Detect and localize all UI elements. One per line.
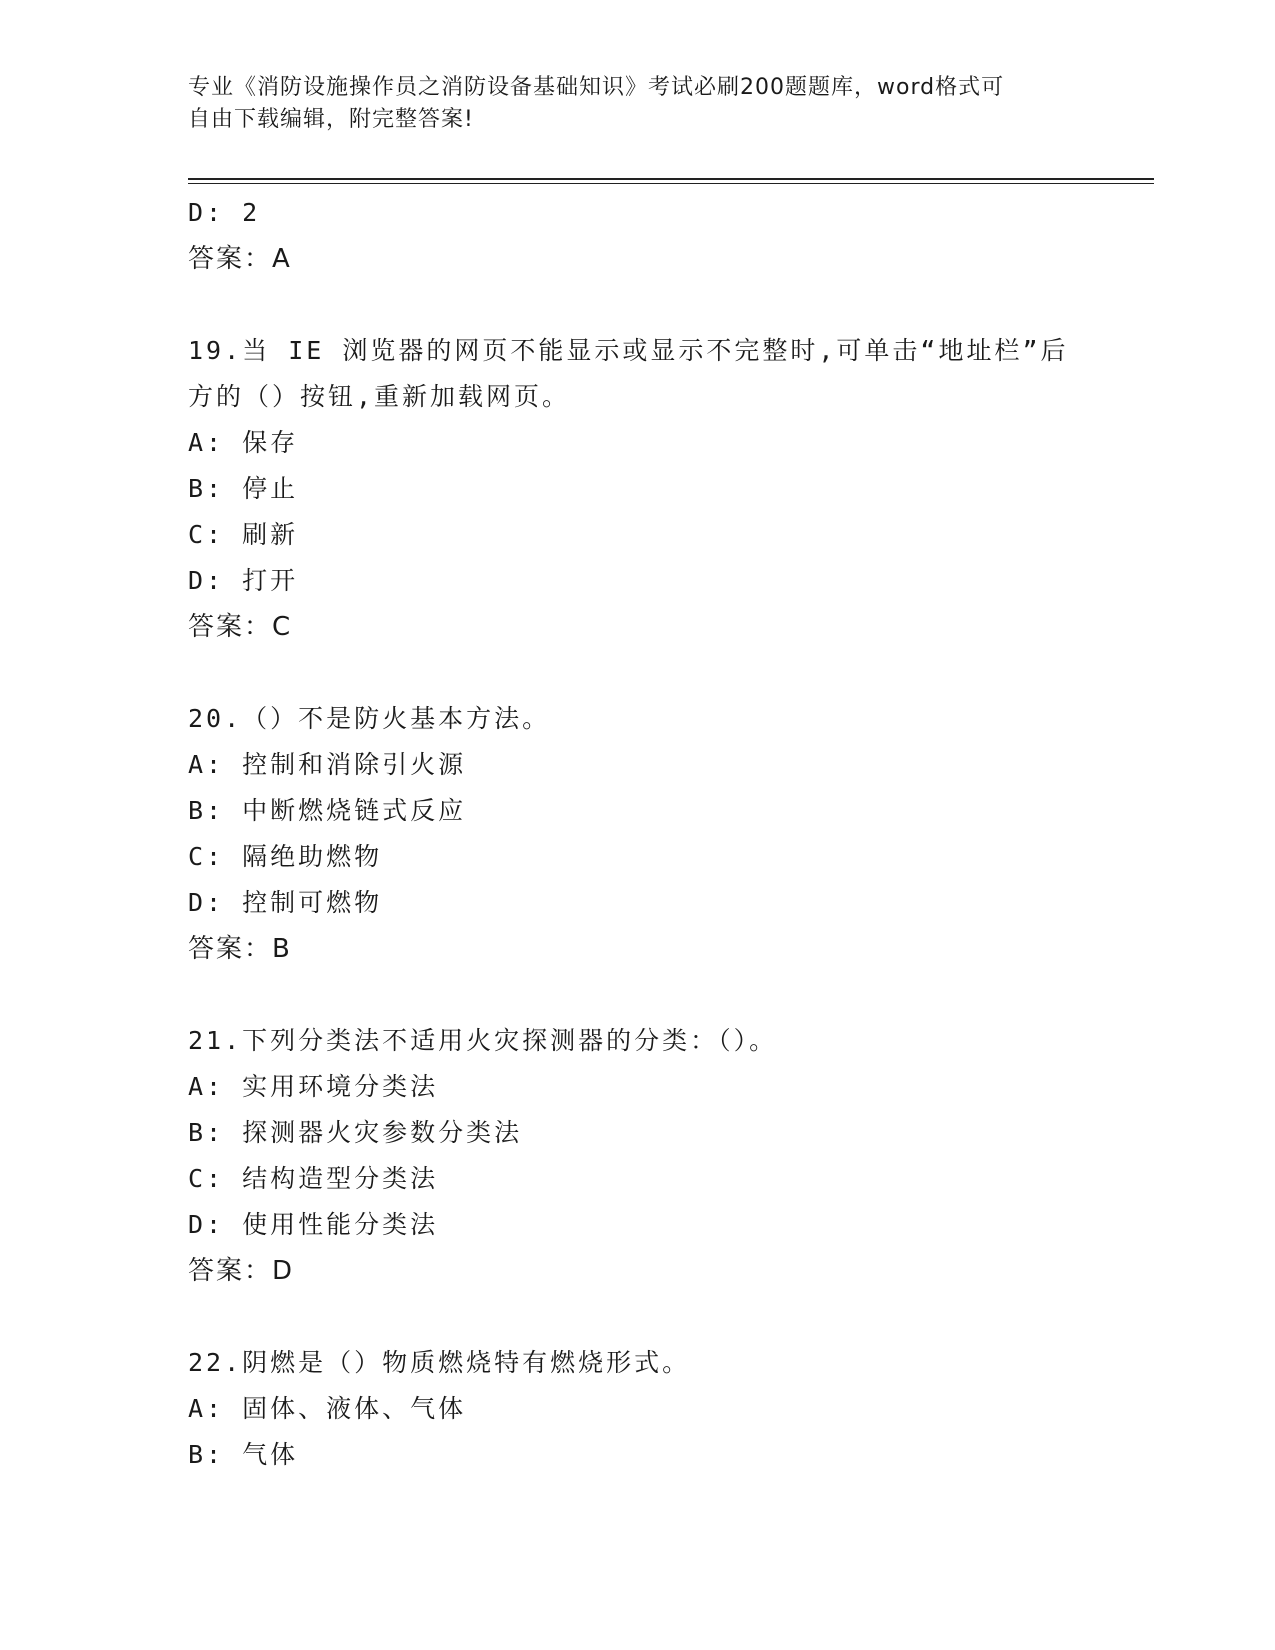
question-stem: 20.（）不是防火基本方法。 <box>188 704 551 733</box>
question-block-19 <box>188 328 1088 650</box>
option-d: D: 2 <box>188 198 261 227</box>
question-list <box>188 190 1088 1478</box>
question-stem: 19.当 IE 浏览器的网页不能显示或显示不完整时,可单击“地址栏”后 <box>188 336 1069 365</box>
question-stem-continued: 方的（）按钮,重新加载网页。 <box>188 382 571 411</box>
option-b: B: 中断燃烧链式反应 <box>188 796 467 825</box>
option-a: A: 实用环境分类法 <box>188 1072 439 1101</box>
option-b: B: 停止 <box>188 474 299 503</box>
answer-line: 答案：C <box>188 612 293 642</box>
option-b: B: 探测器火灾参数分类法 <box>188 1118 523 1147</box>
option-c: C: 刷新 <box>188 520 299 549</box>
header-rule-thick <box>188 178 1154 180</box>
question-block-21 <box>188 1018 1088 1294</box>
answer-line: 答案：B <box>188 934 292 964</box>
option-d: D: 使用性能分类法 <box>188 1210 439 1239</box>
document-header <box>188 72 1068 136</box>
question-stem: 21.下列分类法不适用火灾探测器的分类：（）。 <box>188 1026 778 1055</box>
option-c: C: 隔绝助燃物 <box>188 842 383 871</box>
header-rule-thin <box>188 183 1154 184</box>
option-b: B: 气体 <box>188 1440 299 1469</box>
question-stem: 22.阴燃是（）物质燃烧特有燃烧形式。 <box>188 1348 691 1377</box>
header-title-line-2: 自由下载编辑，附完整答案! <box>188 107 474 132</box>
option-a: A: 保存 <box>188 428 299 457</box>
option-a: A: 控制和消除引火源 <box>188 750 467 779</box>
question-block-20 <box>188 696 1088 972</box>
spacer <box>188 1294 1088 1340</box>
answer-line: 答案：D <box>188 1256 295 1286</box>
option-d: D: 控制可燃物 <box>188 888 383 917</box>
question-block-18-tail <box>188 190 1088 282</box>
header-title-line-1: 专业《消防设施操作员之消防设备基础知识》考试必刷200题题库，word格式可 <box>188 75 1005 100</box>
option-c: C: 结构造型分类法 <box>188 1164 439 1193</box>
option-d: D: 打开 <box>188 566 299 595</box>
spacer <box>188 282 1088 328</box>
spacer <box>188 650 1088 696</box>
option-a: A: 固体、液体、气体 <box>188 1394 467 1423</box>
question-block-22 <box>188 1340 1088 1478</box>
spacer <box>188 972 1088 1018</box>
answer-line: 答案：A <box>188 244 292 274</box>
